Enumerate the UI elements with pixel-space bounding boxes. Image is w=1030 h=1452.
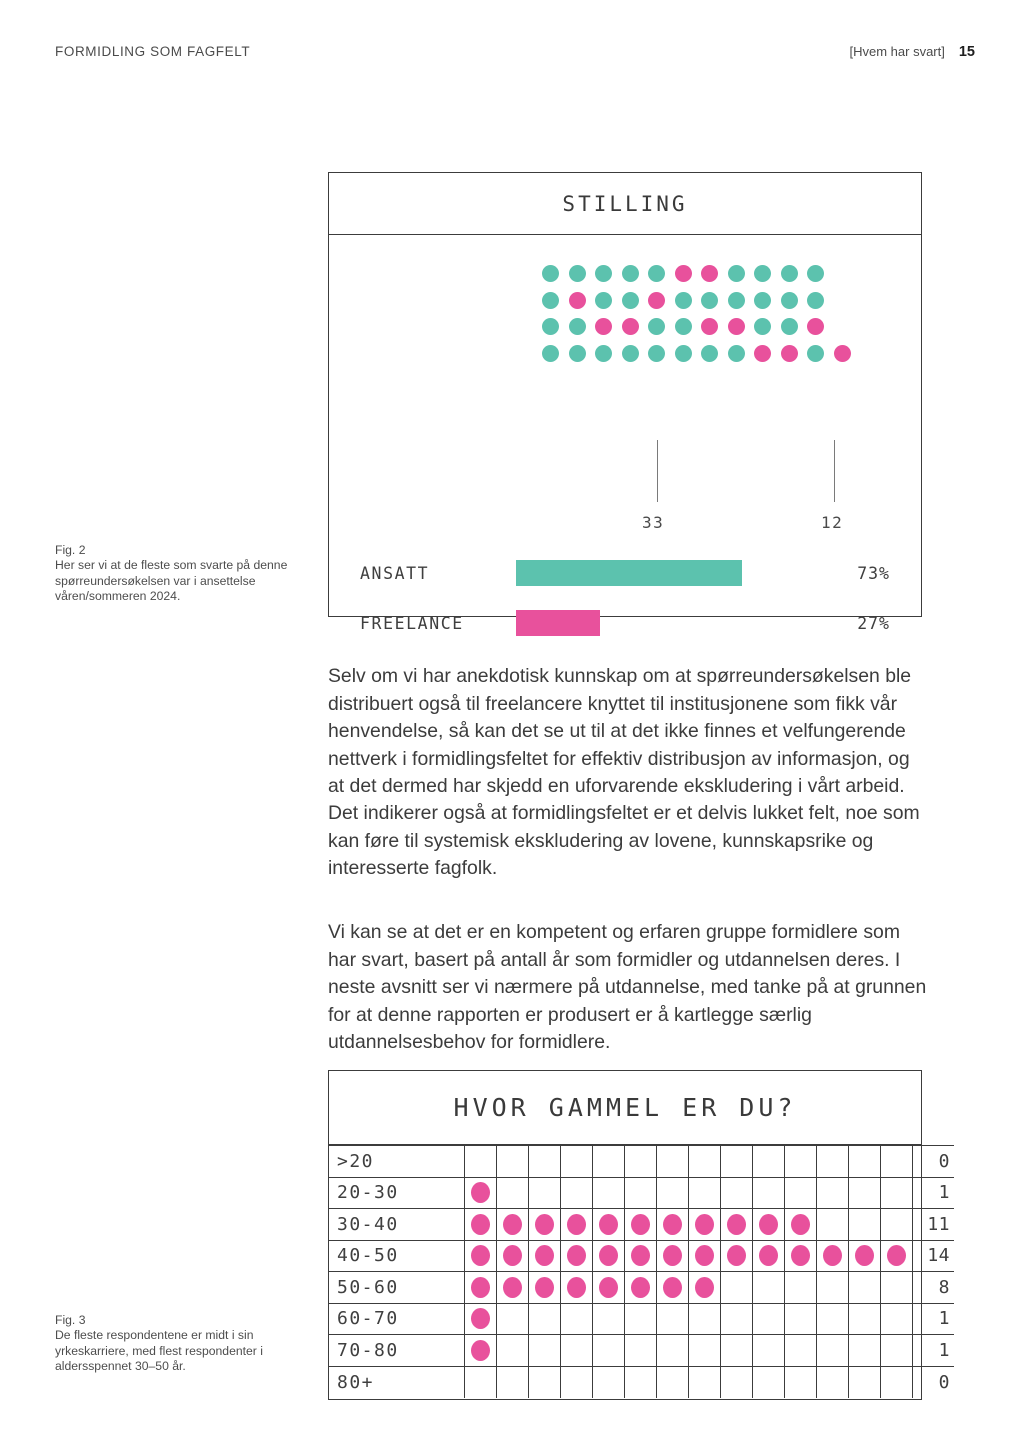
age-cell bbox=[720, 1209, 752, 1241]
age-count-value: 8 bbox=[912, 1272, 954, 1304]
age-cell bbox=[784, 1303, 816, 1335]
age-cell bbox=[720, 1335, 752, 1367]
age-respondent-dot bbox=[471, 1277, 490, 1298]
age-cell bbox=[784, 1272, 816, 1304]
stilling-bar-group bbox=[360, 557, 890, 657]
leader-label-ansatt-count: 33 bbox=[642, 513, 665, 532]
age-respondent-dot bbox=[663, 1277, 682, 1298]
age-cell bbox=[848, 1209, 880, 1241]
age-range-label: 70-80 bbox=[329, 1335, 464, 1367]
bar-value-ansatt: 73% bbox=[857, 563, 890, 583]
dot-ansatt bbox=[807, 345, 824, 362]
age-respondent-dot bbox=[631, 1214, 650, 1235]
age-respondent-dot bbox=[663, 1245, 682, 1266]
leader-line-ansatt bbox=[657, 440, 658, 502]
age-cell bbox=[848, 1366, 880, 1398]
age-range-label: 40-50 bbox=[329, 1240, 464, 1272]
age-cell bbox=[656, 1177, 688, 1209]
age-cell bbox=[592, 1272, 624, 1304]
age-respondent-dot bbox=[567, 1277, 586, 1298]
dot-freelance bbox=[701, 265, 718, 282]
age-cell bbox=[688, 1177, 720, 1209]
age-cell bbox=[752, 1240, 784, 1272]
age-cell bbox=[784, 1209, 816, 1241]
age-cell bbox=[464, 1335, 496, 1367]
dot-ansatt bbox=[781, 265, 798, 282]
age-respondent-dot bbox=[599, 1277, 618, 1298]
dot-ansatt bbox=[648, 265, 665, 282]
bar-label-freelance: FREELANCE bbox=[360, 613, 464, 633]
age-cell bbox=[560, 1146, 592, 1178]
age-cell bbox=[688, 1272, 720, 1304]
dot-ansatt bbox=[728, 265, 745, 282]
age-cell bbox=[848, 1240, 880, 1272]
age-respondent-dot bbox=[535, 1245, 554, 1266]
bar-fill-freelance bbox=[516, 610, 600, 636]
age-cell bbox=[848, 1177, 880, 1209]
dot-ansatt bbox=[807, 292, 824, 309]
age-cell bbox=[496, 1272, 528, 1304]
age-respondent-dot bbox=[471, 1245, 490, 1266]
age-table-row bbox=[329, 1335, 954, 1367]
age-cell bbox=[784, 1335, 816, 1367]
age-table-row bbox=[329, 1177, 954, 1209]
age-cell bbox=[496, 1303, 528, 1335]
age-cell bbox=[816, 1240, 848, 1272]
age-range-label: 50-60 bbox=[329, 1272, 464, 1304]
age-cell bbox=[688, 1240, 720, 1272]
page-header bbox=[55, 44, 975, 64]
age-cell bbox=[752, 1272, 784, 1304]
age-respondent-dot bbox=[503, 1214, 522, 1235]
dot-ansatt bbox=[595, 265, 612, 282]
dot-freelance bbox=[754, 345, 771, 362]
age-cell bbox=[752, 1366, 784, 1398]
age-cell bbox=[816, 1177, 848, 1209]
age-cell bbox=[720, 1366, 752, 1398]
dot-ansatt bbox=[542, 265, 559, 282]
figure-3-caption bbox=[55, 1313, 291, 1375]
age-respondent-dot bbox=[471, 1308, 490, 1329]
age-cell bbox=[848, 1303, 880, 1335]
age-cell bbox=[496, 1335, 528, 1367]
age-count-value: 1 bbox=[912, 1335, 954, 1367]
age-cell bbox=[592, 1366, 624, 1398]
age-cell bbox=[688, 1303, 720, 1335]
age-cell bbox=[752, 1177, 784, 1209]
age-cell bbox=[656, 1209, 688, 1241]
dot-freelance bbox=[675, 265, 692, 282]
age-cell bbox=[464, 1209, 496, 1241]
age-table-row bbox=[329, 1146, 954, 1178]
age-cell bbox=[656, 1146, 688, 1178]
age-cell bbox=[784, 1177, 816, 1209]
age-cell bbox=[528, 1303, 560, 1335]
age-cell bbox=[560, 1240, 592, 1272]
age-range-label: 30-40 bbox=[329, 1209, 464, 1241]
dot-ansatt bbox=[754, 265, 771, 282]
header-section-label: [Hvem har svart] bbox=[849, 44, 945, 59]
age-count-value: 11 bbox=[912, 1209, 954, 1241]
age-count-value: 0 bbox=[912, 1146, 954, 1178]
age-cell bbox=[880, 1335, 912, 1367]
age-cell bbox=[688, 1146, 720, 1178]
age-cell bbox=[560, 1272, 592, 1304]
age-respondent-dot bbox=[471, 1214, 490, 1235]
dot-freelance bbox=[648, 292, 665, 309]
age-respondent-dot bbox=[887, 1245, 906, 1266]
age-respondent-dot bbox=[695, 1214, 714, 1235]
age-respondent-dot bbox=[855, 1245, 874, 1266]
dot-ansatt bbox=[754, 318, 771, 335]
age-cell bbox=[464, 1240, 496, 1272]
age-cell bbox=[688, 1335, 720, 1367]
age-cell bbox=[720, 1240, 752, 1272]
age-cell bbox=[592, 1177, 624, 1209]
age-cell bbox=[528, 1209, 560, 1241]
age-cell bbox=[816, 1303, 848, 1335]
age-table-row bbox=[329, 1366, 954, 1398]
age-cell bbox=[464, 1146, 496, 1178]
age-cell bbox=[528, 1335, 560, 1367]
age-respondent-dot bbox=[759, 1245, 778, 1266]
age-cell bbox=[528, 1177, 560, 1209]
age-cell bbox=[592, 1240, 624, 1272]
age-cell bbox=[528, 1240, 560, 1272]
dot-ansatt bbox=[569, 345, 586, 362]
age-respondent-dot bbox=[663, 1214, 682, 1235]
age-range-label: >20 bbox=[329, 1146, 464, 1178]
dot-ansatt bbox=[542, 345, 559, 362]
age-cell bbox=[656, 1240, 688, 1272]
dot-freelance bbox=[569, 292, 586, 309]
body-paragraph-2: Vi kan se at det er en kompetent og erfaren gruppe formidlere som har svart, basert på antall år som formidler og utdannelsen deres. I neste avsnitt ser vi nærmere på utdannelse, med tanke på at grunnen for at denne rapporten er produsert er å kartlegge særlig utdannelsesbehov for formidlere. bbox=[328, 921, 927, 1054]
age-respondent-dot bbox=[727, 1214, 746, 1235]
age-cell bbox=[496, 1177, 528, 1209]
age-cell bbox=[528, 1146, 560, 1178]
age-cell bbox=[720, 1272, 752, 1304]
dot-ansatt bbox=[595, 345, 612, 362]
dot-matrix-row bbox=[542, 292, 851, 309]
figure-3-caption-label: Fig. 3 bbox=[55, 1313, 86, 1327]
dot-ansatt bbox=[569, 265, 586, 282]
age-cell bbox=[880, 1209, 912, 1241]
age-range-label: 80+ bbox=[329, 1366, 464, 1398]
age-respondent-dot bbox=[567, 1214, 586, 1235]
age-distribution-table bbox=[329, 1145, 954, 1398]
age-respondent-dot bbox=[567, 1245, 586, 1266]
age-cell bbox=[464, 1177, 496, 1209]
chart-stilling-title: STILLING bbox=[329, 173, 921, 235]
age-cell bbox=[624, 1146, 656, 1178]
age-cell bbox=[464, 1366, 496, 1398]
dot-ansatt bbox=[542, 318, 559, 335]
bar-row-ansatt bbox=[360, 557, 890, 589]
age-cell bbox=[816, 1272, 848, 1304]
age-cell bbox=[624, 1303, 656, 1335]
age-cell bbox=[560, 1209, 592, 1241]
dot-freelance bbox=[595, 318, 612, 335]
age-cell bbox=[624, 1209, 656, 1241]
chart-alder-title: HVOR GAMMEL ER DU? bbox=[329, 1071, 921, 1145]
age-cell bbox=[816, 1146, 848, 1178]
dot-ansatt bbox=[728, 292, 745, 309]
age-table-body bbox=[329, 1146, 954, 1398]
age-count-value: 14 bbox=[912, 1240, 954, 1272]
dot-ansatt bbox=[542, 292, 559, 309]
age-cell bbox=[752, 1209, 784, 1241]
age-cell bbox=[464, 1303, 496, 1335]
dot-ansatt bbox=[622, 265, 639, 282]
age-respondent-dot bbox=[823, 1245, 842, 1266]
age-cell bbox=[880, 1240, 912, 1272]
age-range-label: 20-30 bbox=[329, 1177, 464, 1209]
age-cell bbox=[688, 1366, 720, 1398]
age-cell bbox=[880, 1177, 912, 1209]
age-cell bbox=[592, 1303, 624, 1335]
dot-freelance bbox=[781, 345, 798, 362]
bar-track-ansatt bbox=[516, 560, 826, 586]
age-cell bbox=[880, 1146, 912, 1178]
age-respondent-dot bbox=[695, 1277, 714, 1298]
age-cell bbox=[560, 1335, 592, 1367]
age-cell bbox=[880, 1366, 912, 1398]
age-table-row bbox=[329, 1303, 954, 1335]
age-cell bbox=[880, 1272, 912, 1304]
dot-ansatt bbox=[701, 292, 718, 309]
figure-2-caption-label: Fig. 2 bbox=[55, 543, 86, 557]
age-respondent-dot bbox=[759, 1214, 778, 1235]
dot-ansatt bbox=[622, 345, 639, 362]
age-cell bbox=[816, 1209, 848, 1241]
page-number: 15 bbox=[958, 44, 975, 60]
age-cell bbox=[752, 1303, 784, 1335]
dot-ansatt bbox=[595, 292, 612, 309]
age-cell bbox=[720, 1146, 752, 1178]
leader-label-freelance-count: 12 bbox=[821, 513, 844, 532]
dot-ansatt bbox=[781, 318, 798, 335]
age-cell bbox=[720, 1177, 752, 1209]
age-count-value: 1 bbox=[912, 1303, 954, 1335]
age-respondent-dot bbox=[503, 1245, 522, 1266]
age-cell bbox=[848, 1146, 880, 1178]
dot-freelance bbox=[622, 318, 639, 335]
age-cell bbox=[592, 1335, 624, 1367]
age-cell bbox=[656, 1303, 688, 1335]
age-respondent-dot bbox=[535, 1214, 554, 1235]
dot-ansatt bbox=[701, 345, 718, 362]
age-cell bbox=[496, 1146, 528, 1178]
age-respondent-dot bbox=[631, 1245, 650, 1266]
dot-matrix-row bbox=[542, 318, 851, 335]
age-respondent-dot bbox=[599, 1214, 618, 1235]
age-cell bbox=[528, 1272, 560, 1304]
age-cell bbox=[560, 1366, 592, 1398]
figure-2-caption-text: Her ser vi at de fleste som svarte på denne spørreundersøkelsen var i ansettelse våren/sommeren 2024. bbox=[55, 558, 288, 604]
bar-value-freelance: 27% bbox=[857, 613, 890, 633]
age-count-value: 0 bbox=[912, 1366, 954, 1398]
age-respondent-dot bbox=[791, 1214, 810, 1235]
age-table-row bbox=[329, 1272, 954, 1304]
chart-stilling-body bbox=[329, 235, 921, 633]
age-table-row bbox=[329, 1209, 954, 1241]
age-cell bbox=[848, 1335, 880, 1367]
dot-ansatt bbox=[754, 292, 771, 309]
age-respondent-dot bbox=[471, 1340, 490, 1361]
age-respondent-dot bbox=[727, 1245, 746, 1266]
figure-3-caption-text: De fleste respondentene er midt i sin yrkeskarriere, med flest respondenter i aldersspennet 30–50 år. bbox=[55, 1328, 263, 1374]
age-cell bbox=[656, 1366, 688, 1398]
dot-matrix-row bbox=[542, 345, 851, 362]
header-right-group bbox=[850, 44, 976, 60]
age-respondent-dot bbox=[471, 1182, 490, 1203]
age-cell bbox=[784, 1146, 816, 1178]
chart-stilling bbox=[328, 172, 922, 633]
dot-ansatt bbox=[807, 265, 824, 282]
age-cell bbox=[592, 1209, 624, 1241]
age-cell bbox=[560, 1303, 592, 1335]
age-cell bbox=[784, 1240, 816, 1272]
dot-ansatt bbox=[622, 292, 639, 309]
dot-ansatt bbox=[569, 318, 586, 335]
dot-ansatt bbox=[728, 345, 745, 362]
age-cell bbox=[624, 1366, 656, 1398]
dot-matrix-row bbox=[542, 265, 851, 282]
dot-freelance bbox=[834, 345, 851, 362]
dot-ansatt bbox=[675, 292, 692, 309]
age-cell bbox=[688, 1209, 720, 1241]
body-paragraph-1: Selv om vi har anekdotisk kunnskap om at spørreundersøkelsen ble distribuert også til freelancere knyttet til institusjonene som fikk vår henvendelse, så kan det se ut til at det ikke finnes et velfungerende nettverk i formidlingsfeltet for effektiv distribusjon av informasjon, og at det dermed har skjedd en uforvarende ekskludering i vårt arbeid. Det indikerer også at formidlingsfeltet er et delvis lukket felt, noe som kan føre til systemisk ekskludering av lovene, kunnskapsrike og interesserte fagfolk. bbox=[328, 665, 920, 880]
figure-2-caption bbox=[55, 543, 291, 605]
age-respondent-dot bbox=[503, 1277, 522, 1298]
dot-matrix bbox=[542, 265, 851, 371]
leader-line-freelance bbox=[834, 440, 835, 502]
dot-ansatt bbox=[648, 345, 665, 362]
dot-freelance bbox=[701, 318, 718, 335]
age-table-row bbox=[329, 1240, 954, 1272]
age-respondent-dot bbox=[599, 1245, 618, 1266]
age-cell bbox=[816, 1335, 848, 1367]
dot-ansatt bbox=[675, 345, 692, 362]
age-respondent-dot bbox=[791, 1245, 810, 1266]
age-cell bbox=[624, 1335, 656, 1367]
header-running-title: FORMIDLING SOM FAGFELT bbox=[55, 44, 251, 59]
age-cell bbox=[624, 1177, 656, 1209]
age-cell bbox=[560, 1177, 592, 1209]
age-cell bbox=[496, 1209, 528, 1241]
age-cell bbox=[464, 1272, 496, 1304]
age-cell bbox=[848, 1272, 880, 1304]
age-cell bbox=[624, 1240, 656, 1272]
age-cell bbox=[880, 1303, 912, 1335]
age-respondent-dot bbox=[695, 1245, 714, 1266]
age-cell bbox=[624, 1272, 656, 1304]
age-cell bbox=[592, 1146, 624, 1178]
dot-freelance bbox=[728, 318, 745, 335]
age-range-label: 60-70 bbox=[329, 1303, 464, 1335]
dot-freelance bbox=[807, 318, 824, 335]
bar-label-ansatt: ANSATT bbox=[360, 563, 430, 583]
age-cell bbox=[656, 1335, 688, 1367]
bar-track-freelance bbox=[516, 610, 826, 636]
dot-ansatt bbox=[781, 292, 798, 309]
age-cell bbox=[720, 1303, 752, 1335]
chart-alder bbox=[328, 1070, 950, 1400]
age-count-value: 1 bbox=[912, 1177, 954, 1209]
age-cell bbox=[752, 1335, 784, 1367]
dot-ansatt bbox=[675, 318, 692, 335]
age-cell bbox=[816, 1366, 848, 1398]
bar-row-freelance bbox=[360, 607, 890, 639]
bar-fill-ansatt bbox=[516, 560, 742, 586]
age-cell bbox=[752, 1146, 784, 1178]
age-respondent-dot bbox=[535, 1277, 554, 1298]
age-respondent-dot bbox=[631, 1277, 650, 1298]
age-cell bbox=[496, 1366, 528, 1398]
age-cell bbox=[784, 1366, 816, 1398]
age-cell bbox=[528, 1366, 560, 1398]
dot-ansatt bbox=[648, 318, 665, 335]
age-cell bbox=[656, 1272, 688, 1304]
age-cell bbox=[496, 1240, 528, 1272]
